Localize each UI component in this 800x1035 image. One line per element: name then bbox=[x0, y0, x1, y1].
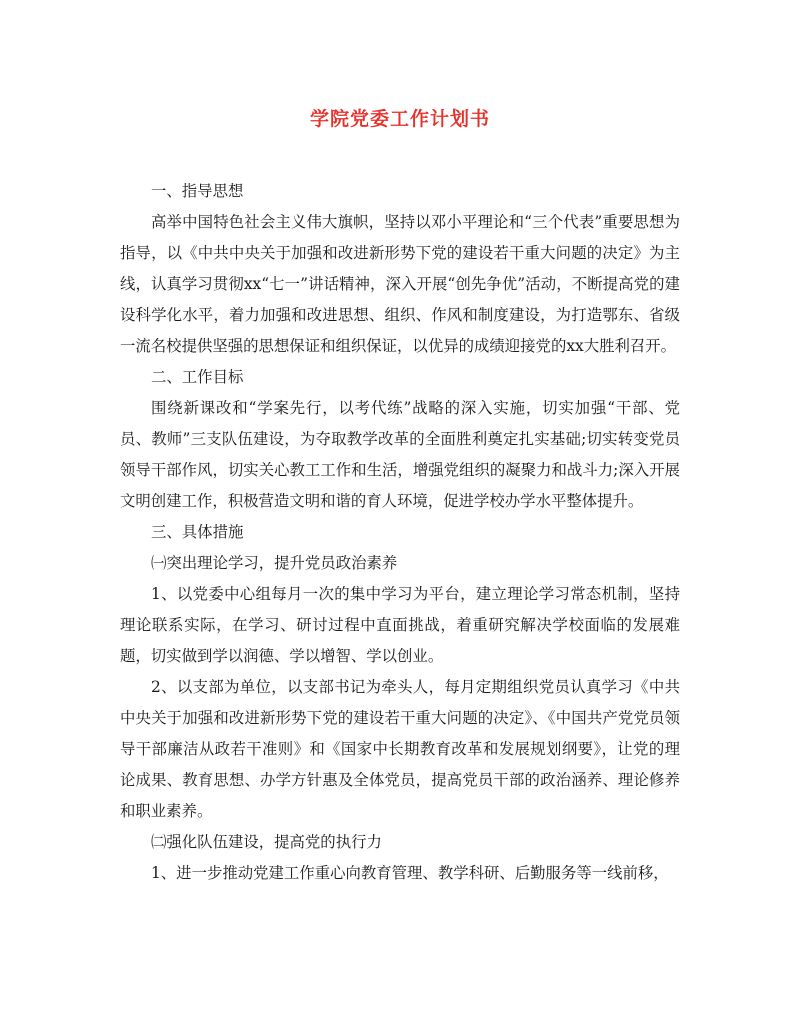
heading-guiding-ideology: 一、指导思想 bbox=[151, 182, 244, 200]
heading-work-goals: 二、工作目标 bbox=[151, 368, 244, 386]
subheading-theory-study: ㈠突出理论学习，提升党员政治素养 bbox=[151, 554, 398, 572]
paragraph-team-building-1: 1、进一步推动党建工作重心向教育管理、教学科研、后勤服务等一线前移， bbox=[151, 864, 669, 882]
subheading-team-building: ㈡强化队伍建设，提高党的执行力 bbox=[151, 833, 382, 851]
document-title: 学院党委工作计划书 bbox=[309, 108, 490, 130]
paragraph-measure-2: 2、以支部为单位，以支部书记为牵头人，每月定期组织党员认真学习《中共中央关于加强和改进新形势下党的建设若干重大问题的决定》、《中国共产党党员领导干部廉洁从政若干准则》和《国家中长期教育改革和发展规划纲要》，让党的理论成果、教育思想、办学方针惠及全体党员，提高党员干部的政治涵养、理论修养和职业素养。 bbox=[120, 678, 680, 820]
document-body bbox=[120, 176, 680, 889]
paragraph-measure-1: 1、以党委中心组每月一次的集中学习为平台，建立理论学习常态机制，坚持理论联系实际，在学习、研讨过程中直面挑战，着重研究解决学校面临的发展难题，切实做到学以润德、学以增智、学以创业。 bbox=[120, 585, 680, 665]
heading-specific-measures: 三、具体措施 bbox=[151, 523, 244, 541]
paragraph-guiding-ideology: 高举中国特色社会主义伟大旗帜，坚持以邓小平理论和“三个代表”重要思想为指导，以《中共中央关于加强和改进新形势下党的建设若干重大问题的决定》为主线，认真学习贯彻xx“七一”讲话精神，深入开展“创先争优”活动，不断提高党的建设科学化水平，着力加强和改进思想、组织、作风和制度建设，为打造鄂东、省级一流名校提供坚强的思想保证和组织保证，以优异的成绩迎接党的xx大胜利召开。 bbox=[120, 213, 680, 355]
paragraph-work-goals: 围绕新课改和“学案先行，以考代练”战略的深入实施，切实加强“干部、党员、教师”三支队伍建设，为夺取教学改革的全面胜利奠定扎实基础;切实转变党员领导干部作风，切实关心教工工作和生活，增强党组织的凝聚力和战斗力;深入开展文明创建工作，积极营造文明和谐的育人环境，促进学校办学水平整体提升。 bbox=[120, 399, 680, 510]
